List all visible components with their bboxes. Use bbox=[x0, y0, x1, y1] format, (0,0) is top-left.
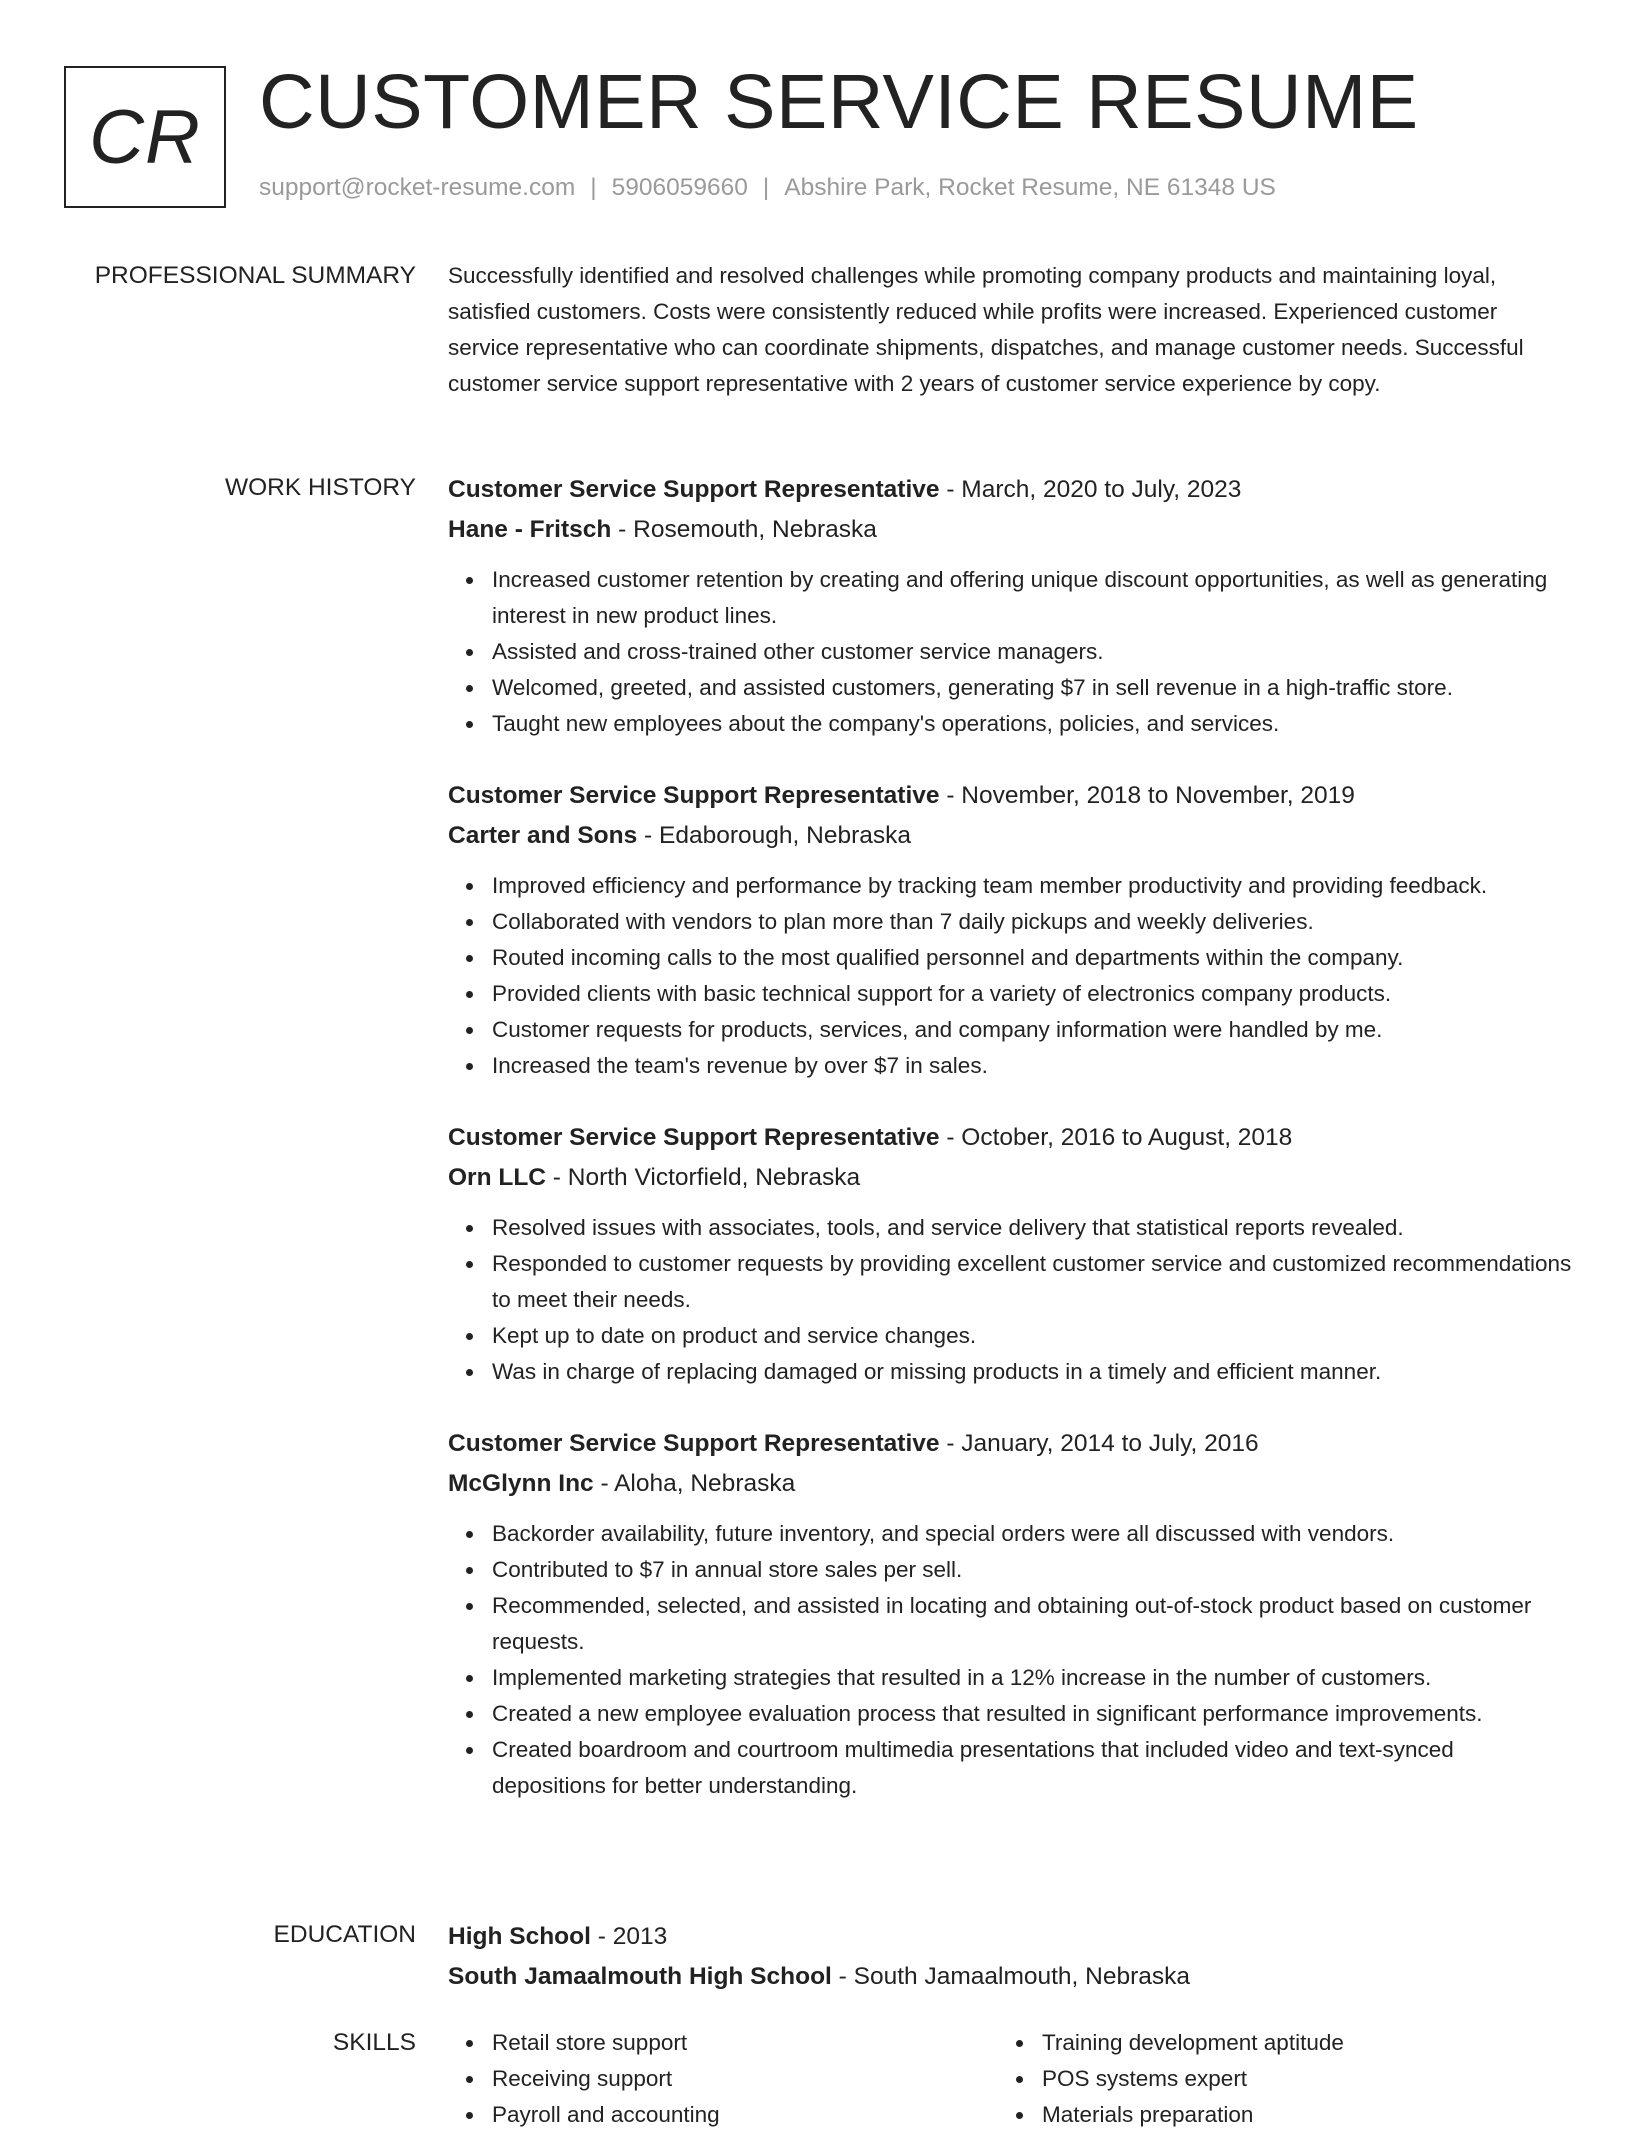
education-school-line bbox=[448, 1957, 1573, 1997]
list-item bbox=[492, 1210, 1573, 1246]
bullet-icon bbox=[1016, 2112, 1023, 2119]
job-title-line bbox=[448, 776, 1573, 816]
education-degree-line bbox=[448, 1917, 1573, 1957]
job-company: McGlynn Inc bbox=[448, 1470, 594, 1497]
job-company: Carter and Sons bbox=[448, 822, 638, 849]
list-item bbox=[492, 634, 1573, 670]
skills-column-right bbox=[998, 2025, 1548, 2133]
bullet-icon bbox=[466, 955, 473, 962]
list-item bbox=[492, 2061, 998, 2097]
list-item bbox=[492, 1048, 1573, 1084]
contact-address: Abshire Park, Rocket Resume, NE 61348 US bbox=[784, 174, 1276, 201]
job-company-line bbox=[448, 1464, 1573, 1504]
list-item bbox=[492, 1552, 1573, 1588]
contact-line bbox=[259, 174, 1276, 202]
job-location: - Rosemouth, Nebraska bbox=[611, 516, 877, 543]
bullet-icon bbox=[466, 1369, 473, 1376]
list-item bbox=[1042, 2061, 1548, 2097]
skills-body bbox=[448, 2025, 1573, 2133]
list-item bbox=[1042, 2025, 1548, 2061]
job-company-line bbox=[448, 510, 1573, 550]
bullet-icon bbox=[466, 685, 473, 692]
job-title: Customer Service Support Representative bbox=[448, 476, 940, 503]
bullet-icon bbox=[466, 1333, 473, 1340]
job-company: Hane - Fritsch bbox=[448, 516, 612, 543]
list-item-text: Welcomed, greeted, and assisted customers, generating $7 in sell revenue in a high-traffic store. bbox=[492, 675, 1453, 700]
list-item bbox=[492, 1246, 1573, 1318]
job-company-line bbox=[448, 816, 1573, 856]
list-item bbox=[492, 670, 1573, 706]
list-item bbox=[1042, 2097, 1548, 2133]
education-year: - 2013 bbox=[590, 1923, 668, 1950]
work-history-label: WORK HISTORY bbox=[224, 474, 416, 501]
job-bullets bbox=[448, 1210, 1573, 1390]
bullet-icon bbox=[466, 1747, 473, 1754]
job-dates: - October, 2016 to August, 2018 bbox=[939, 1124, 1293, 1151]
list-item-text: Was in charge of replacing damaged or missing products in a timely and efficient manner. bbox=[492, 1359, 1382, 1384]
list-item-text: Backorder availability, future inventory, and special orders were all discussed with vendors. bbox=[492, 1521, 1395, 1546]
list-item-text: Provided clients with basic technical support for a variety of electronics company products. bbox=[492, 981, 1392, 1006]
list-item-text: Increased customer retention by creating and offering unique discount opportunities, as well as generating interest in new product lines. bbox=[492, 567, 1548, 628]
list-item bbox=[492, 562, 1573, 634]
bullet-icon bbox=[466, 1567, 473, 1574]
summary-text: Successfully identified and resolved challenges while promoting company products and maintaining loyal, satisfied customers. Costs were consistently reduced while profits were increased. Experienced customer service representative who can coordinate shipments, dispatches, and manage customer needs. Successful customer service support representative with 2 years of customer service experience by copy. bbox=[448, 263, 1524, 396]
contact-phone: 5906059660 bbox=[611, 174, 748, 201]
list-item bbox=[492, 1660, 1573, 1696]
education-degree: High School bbox=[448, 1923, 591, 1950]
bullet-icon bbox=[466, 1675, 473, 1682]
job-bullets bbox=[448, 868, 1573, 1084]
skills-label: SKILLS bbox=[332, 2029, 416, 2056]
skills-list bbox=[998, 2025, 1548, 2133]
job-bullets bbox=[448, 1516, 1573, 1804]
list-item bbox=[492, 904, 1573, 940]
bullet-icon bbox=[466, 721, 473, 728]
job-location: - Edaborough, Nebraska bbox=[637, 822, 911, 849]
contact-separator: | bbox=[762, 174, 770, 201]
page-title: CUSTOMER SERVICE RESUME bbox=[259, 59, 1419, 145]
list-item bbox=[492, 1012, 1573, 1048]
skill-text: Materials preparation bbox=[1042, 2102, 1254, 2127]
list-item-text: Recommended, selected, and assisted in locating and obtaining out-of-stock product based on customer requests. bbox=[492, 1593, 1532, 1654]
education-label: EDUCATION bbox=[273, 1921, 416, 1948]
summary-label: PROFESSIONAL SUMMARY bbox=[94, 262, 416, 289]
job-location: - Aloha, Nebraska bbox=[593, 1470, 796, 1497]
list-item bbox=[492, 1354, 1573, 1390]
job-entry bbox=[448, 1424, 1573, 1804]
bullet-icon bbox=[466, 1261, 473, 1268]
monogram-logo: CR bbox=[64, 66, 226, 208]
list-item-text: Taught new employees about the company's operations, policies, and services. bbox=[492, 711, 1280, 736]
job-company-line bbox=[448, 1158, 1573, 1198]
job-company: Orn LLC bbox=[448, 1164, 546, 1191]
skill-text: POS systems expert bbox=[1042, 2066, 1248, 2091]
list-item bbox=[492, 2025, 998, 2061]
summary-body bbox=[448, 258, 1573, 402]
skills-list bbox=[448, 2025, 998, 2133]
bullet-icon bbox=[466, 2112, 473, 2119]
skill-text: Retail store support bbox=[492, 2030, 688, 2055]
list-item-text: Assisted and cross-trained other customer service managers. bbox=[492, 639, 1104, 664]
skills-column-left bbox=[448, 2025, 998, 2133]
work-history-body bbox=[448, 470, 1573, 1838]
list-item bbox=[492, 940, 1573, 976]
list-item-text: Contributed to $7 in annual store sales per sell. bbox=[492, 1557, 963, 1582]
skills-columns bbox=[448, 2025, 1573, 2133]
job-entry bbox=[448, 776, 1573, 1084]
job-title: Customer Service Support Representative bbox=[448, 782, 940, 809]
job-entry bbox=[448, 470, 1573, 742]
list-item bbox=[492, 1588, 1573, 1660]
list-item bbox=[492, 1318, 1573, 1354]
job-title-line bbox=[448, 470, 1573, 510]
skill-text: Payroll and accounting bbox=[492, 2102, 720, 2127]
bullet-icon bbox=[466, 577, 473, 584]
list-item bbox=[492, 1732, 1573, 1804]
job-dates: - November, 2018 to November, 2019 bbox=[939, 782, 1355, 809]
job-title: Customer Service Support Representative bbox=[448, 1124, 940, 1151]
list-item-text: Kept up to date on product and service changes. bbox=[492, 1323, 977, 1348]
job-title-line bbox=[448, 1118, 1573, 1158]
job-bullets bbox=[448, 562, 1573, 742]
list-item-text: Responded to customer requests by providing excellent customer service and customized recommendations to meet their needs. bbox=[492, 1251, 1572, 1312]
skill-text: Receiving support bbox=[492, 2066, 673, 2091]
job-dates: - March, 2020 to July, 2023 bbox=[939, 476, 1242, 503]
list-item-text: Implemented marketing strategies that resulted in a 12% increase in the number of customers. bbox=[492, 1665, 1432, 1690]
bullet-icon bbox=[466, 2040, 473, 2047]
education-location: - South Jamaalmouth, Nebraska bbox=[831, 1963, 1191, 1990]
bullet-icon bbox=[466, 2076, 473, 2083]
job-title: Customer Service Support Representative bbox=[448, 1430, 940, 1457]
bullet-icon bbox=[466, 991, 473, 998]
bullet-icon bbox=[466, 1603, 473, 1610]
contact-separator: | bbox=[590, 174, 597, 201]
list-item-text: Created boardroom and courtroom multimedia presentations that included video and text-synced depositions for better understanding. bbox=[492, 1737, 1454, 1798]
list-item-text: Created a new employee evaluation process that resulted in significant performance improvements. bbox=[492, 1701, 1483, 1726]
job-entry bbox=[448, 1118, 1573, 1390]
list-item bbox=[492, 1696, 1573, 1732]
bullet-icon bbox=[466, 883, 473, 890]
list-item bbox=[492, 2097, 998, 2133]
bullet-icon bbox=[1016, 2076, 1023, 2083]
bullet-icon bbox=[466, 919, 473, 926]
job-location: - North Victorfield, Nebraska bbox=[546, 1164, 861, 1191]
list-item-text: Improved efficiency and performance by tracking team member productivity and providing feedback. bbox=[492, 873, 1488, 898]
bullet-icon bbox=[466, 1027, 473, 1034]
skill-text: Training development aptitude bbox=[1042, 2030, 1344, 2055]
list-item-text: Increased the team's revenue by over $7 in sales. bbox=[492, 1053, 988, 1078]
bullet-icon bbox=[466, 1225, 473, 1232]
list-item bbox=[492, 706, 1573, 742]
list-item-text: Collaborated with vendors to plan more than 7 daily pickups and weekly deliveries. bbox=[492, 909, 1314, 934]
bullet-icon bbox=[466, 1531, 473, 1538]
bullet-icon bbox=[466, 649, 473, 656]
list-item bbox=[492, 1516, 1573, 1552]
education-body bbox=[448, 1917, 1573, 1997]
bullet-icon bbox=[1016, 2040, 1023, 2047]
list-item bbox=[492, 868, 1573, 904]
bullet-icon bbox=[466, 1063, 473, 1070]
job-title-line bbox=[448, 1424, 1573, 1464]
list-item-text: Resolved issues with associates, tools, and service delivery that statistical reports revealed. bbox=[492, 1215, 1404, 1240]
contact-email: support@rocket-resume.com bbox=[259, 174, 576, 201]
job-dates: - January, 2014 to July, 2016 bbox=[939, 1430, 1259, 1457]
list-item-text: Routed incoming calls to the most qualified personnel and departments within the company. bbox=[492, 945, 1404, 970]
education-school: South Jamaalmouth High School bbox=[448, 1963, 832, 1990]
list-item bbox=[492, 976, 1573, 1012]
bullet-icon bbox=[466, 1711, 473, 1718]
list-item-text: Customer requests for products, services, and company information were handled by me. bbox=[492, 1017, 1383, 1042]
